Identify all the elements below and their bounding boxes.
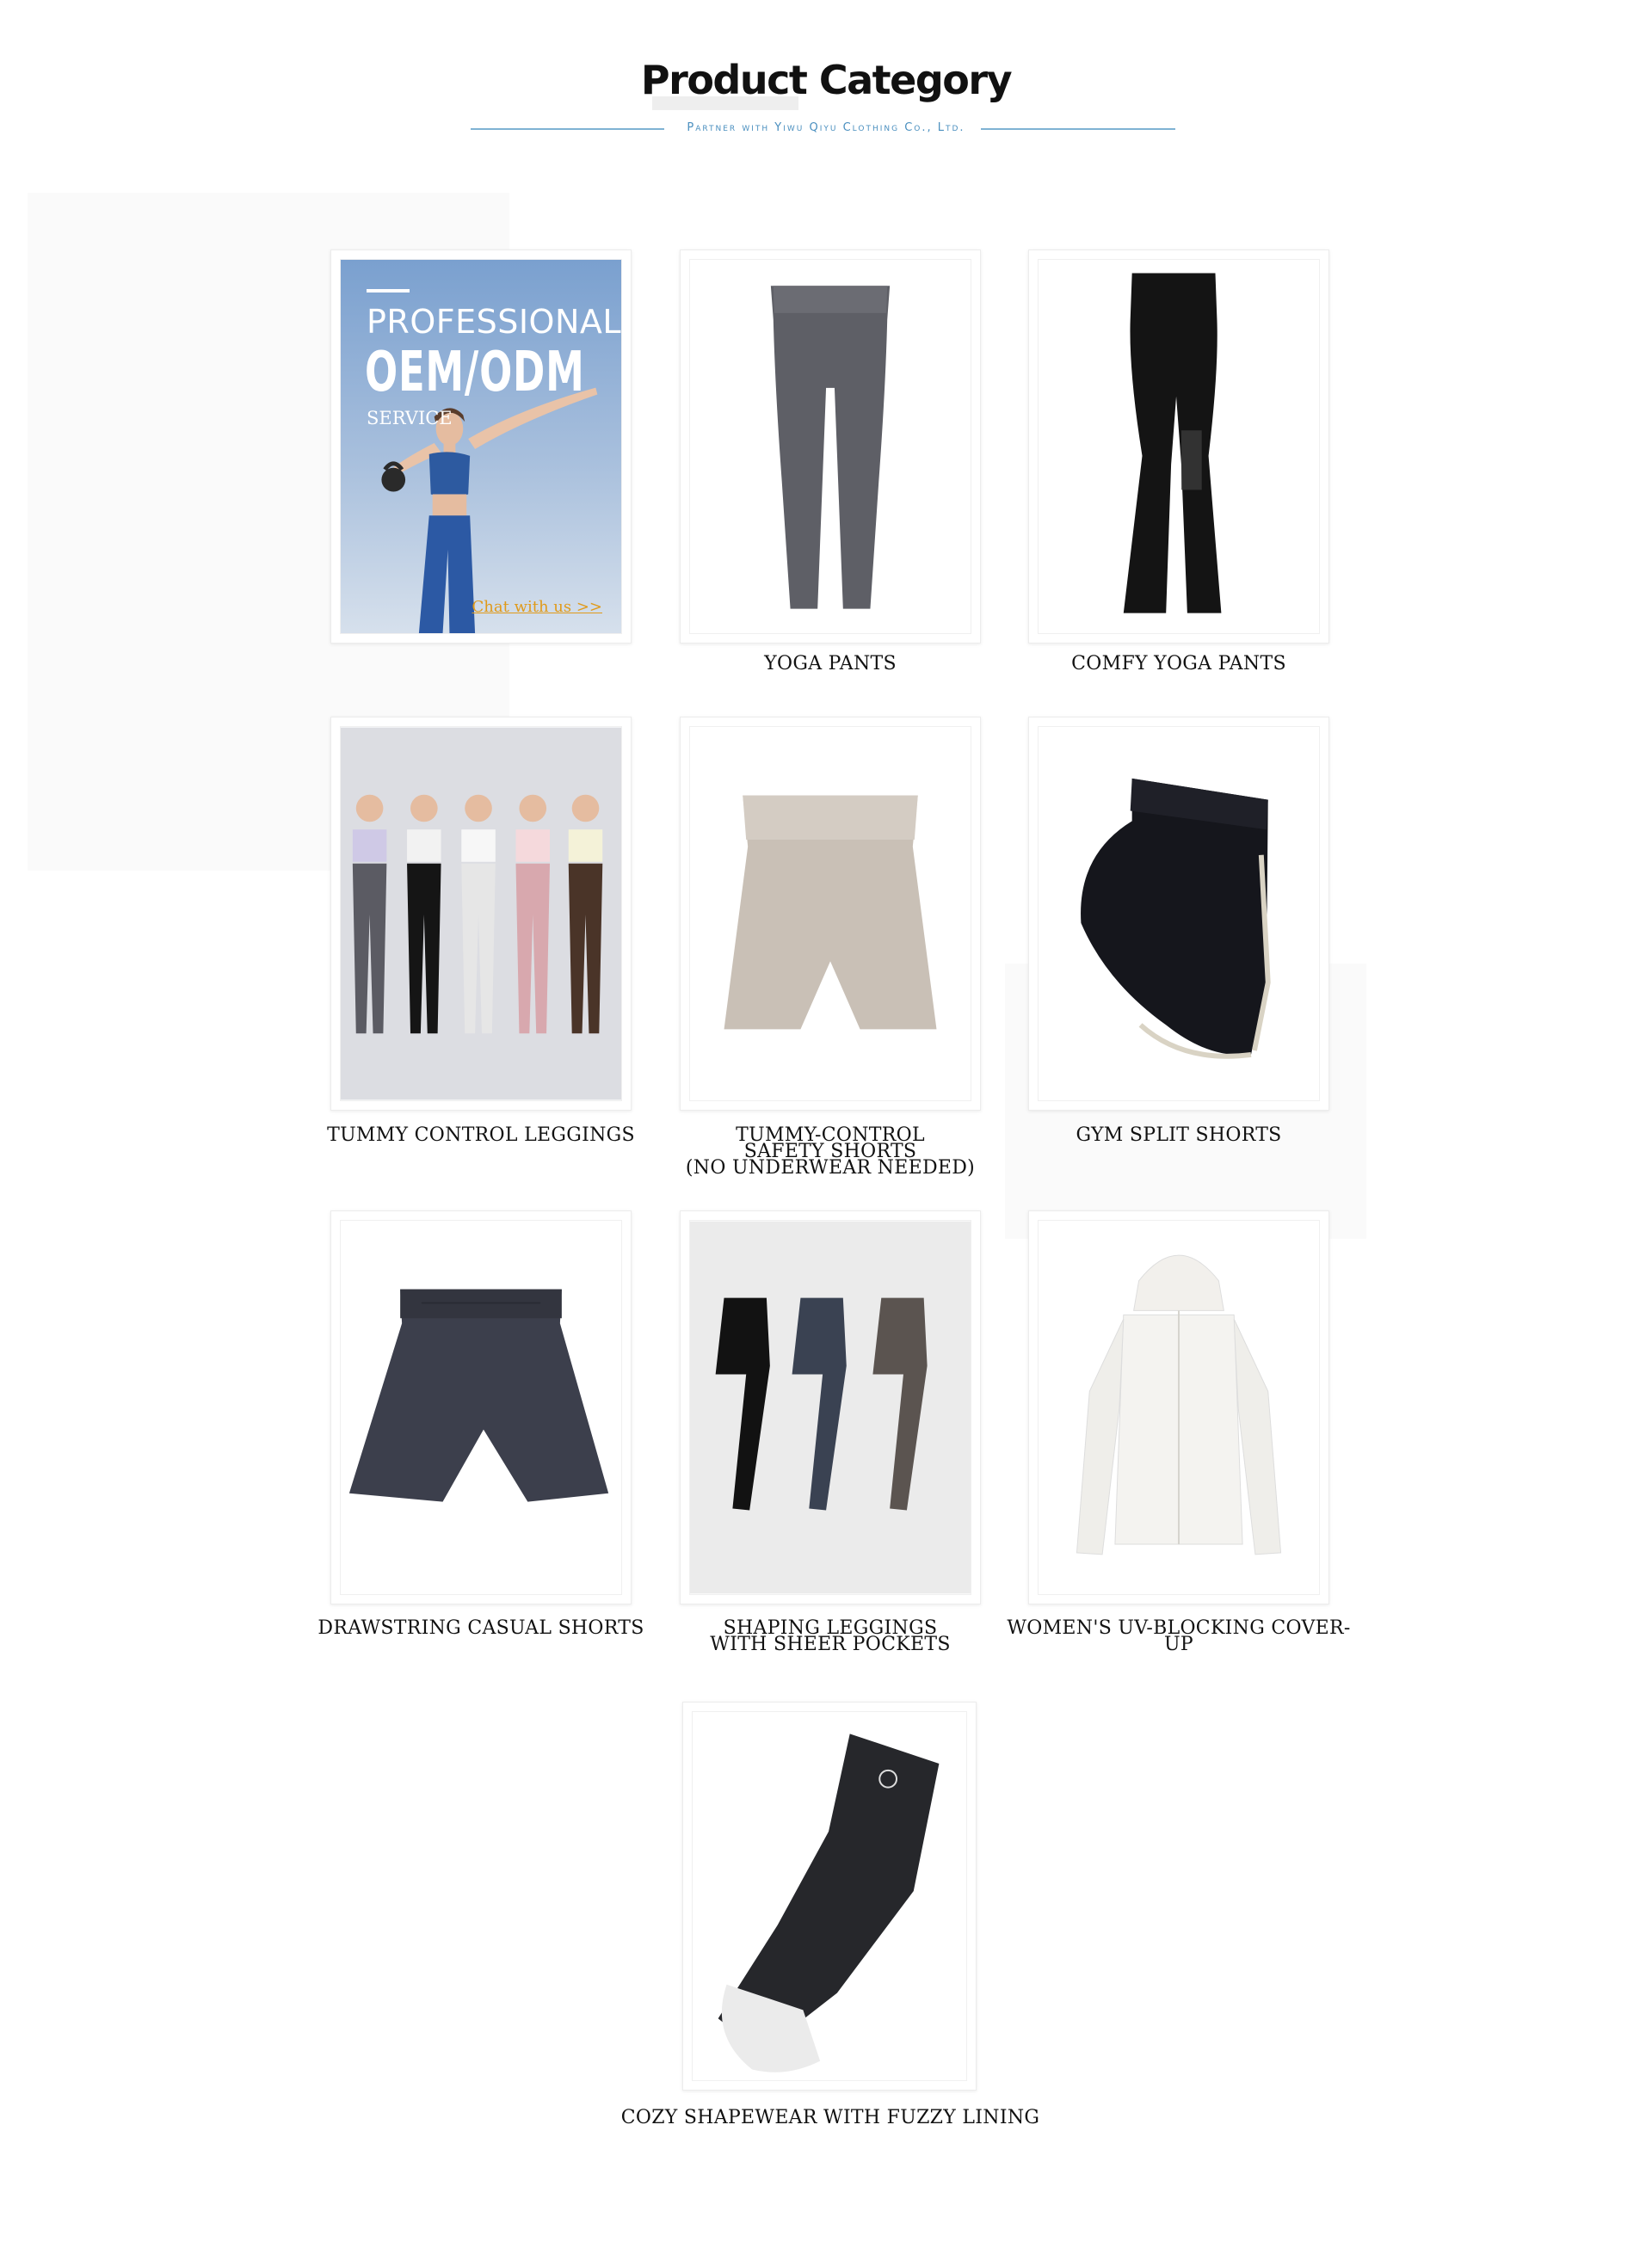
models-image <box>341 727 621 1100</box>
product-card-gym-split-shorts[interactable] <box>1028 717 1329 1111</box>
product-card-yoga-pants[interactable] <box>680 249 981 644</box>
chat-link[interactable]: Chat with us >> <box>472 598 602 616</box>
flare-pants-image <box>1039 260 1319 633</box>
product-card-tummy-control-leggings[interactable] <box>330 717 632 1111</box>
product-card-uv-cover-up[interactable] <box>1028 1210 1329 1604</box>
product-caption: TUMMY-CONTROL SAFETY SHORTS (NO UNDERWEAR NEEDED) <box>685 1124 976 1179</box>
product-caption: GYM SPLIT SHORTS <box>1076 1124 1282 1146</box>
product-card-shaping-leggings[interactable] <box>680 1210 981 1604</box>
product-caption: DRAWSTRING CASUAL SHORTS <box>317 1617 644 1639</box>
promo-accent-bar <box>367 289 410 293</box>
product-card-drawstring-shorts[interactable] <box>330 1210 632 1604</box>
safety-shorts-image <box>690 727 971 1100</box>
product-caption: COZY SHAPEWEAR WITH FUZZY LINING <box>620 2107 1040 2128</box>
product-caption: SHAPING LEGGINGS WITH SHEER POCKETS <box>710 1617 951 1655</box>
product-card-safety-shorts[interactable] <box>680 717 981 1111</box>
product-caption: COMFY YOGA PANTS <box>1071 653 1286 674</box>
promo-banner[interactable] <box>330 249 632 644</box>
cozy-shapewear-image <box>693 1712 966 2080</box>
promo-line2: OEM/ODM <box>365 341 585 404</box>
product-card-comfy-yoga-pants[interactable] <box>1028 249 1329 644</box>
cover-up-image <box>1039 1221 1319 1594</box>
product-caption: WOMEN'S UV-BLOCKING COVER-UP <box>1007 1617 1351 1655</box>
drawstring-shorts-image <box>341 1221 621 1594</box>
yoga-pants-image <box>690 260 971 633</box>
gym-shorts-image <box>1039 727 1319 1100</box>
shaping-leggings-image <box>690 1221 971 1594</box>
promo-line3: SERVICE <box>367 408 453 428</box>
promo-image <box>341 260 621 633</box>
product-caption: TUMMY CONTROL LEGGINGS <box>327 1124 635 1146</box>
page-subtitle: Partner with Yiwu Qiyu Clothing Co., Ltd. <box>687 121 965 134</box>
promo-line1: PROFESSIONAL <box>367 303 622 341</box>
product-caption: YOGA PANTS <box>764 653 897 674</box>
product-card-cozy-shapewear[interactable] <box>682 1702 977 2091</box>
page-title: Product Category <box>640 57 1012 103</box>
